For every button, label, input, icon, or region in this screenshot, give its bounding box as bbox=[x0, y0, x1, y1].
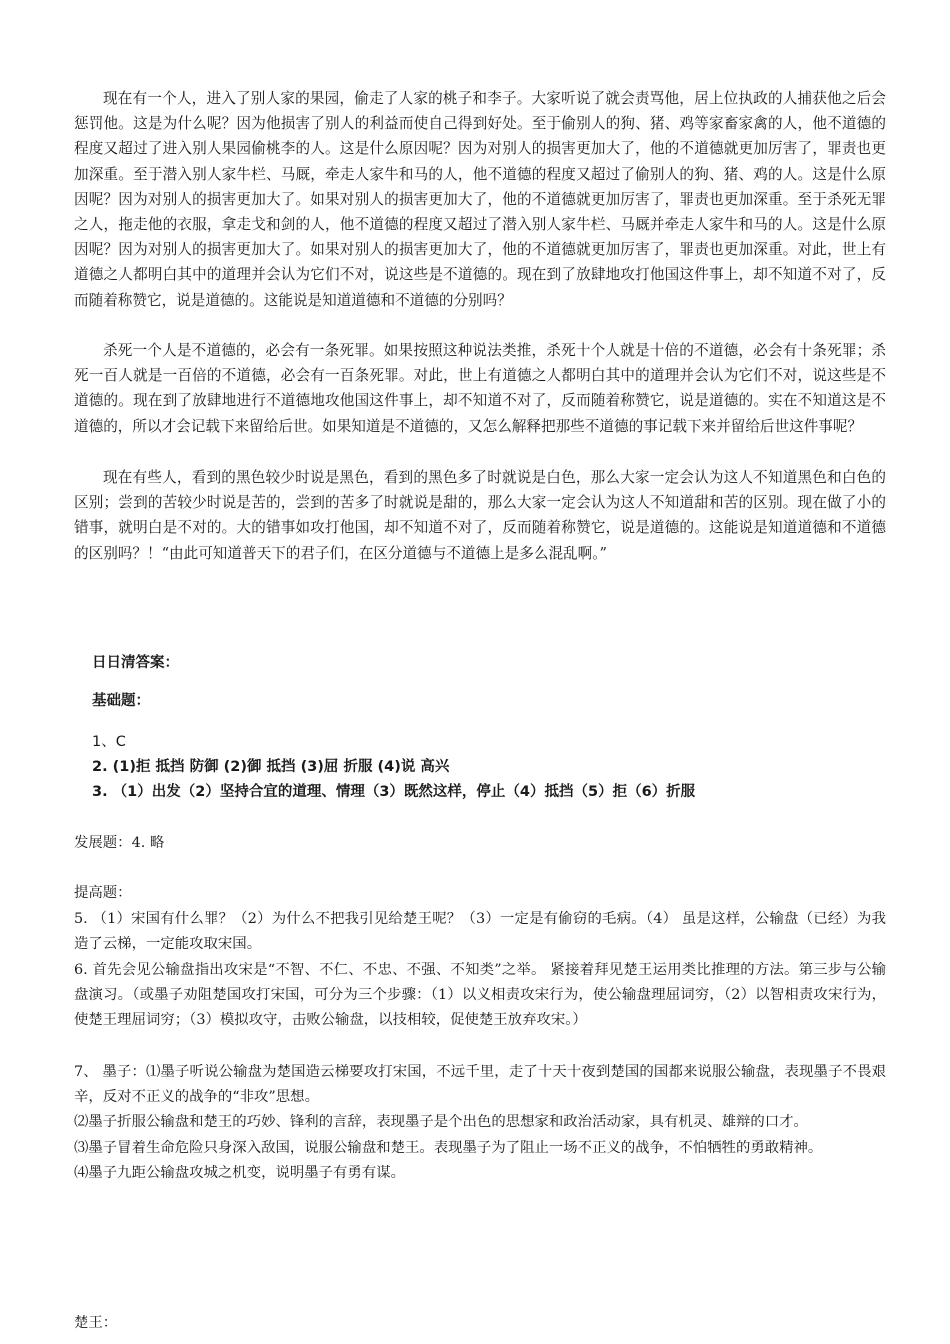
improve-section-title: 提高题： bbox=[74, 885, 132, 901]
improve-answer-6: 6. 首先会见公输盘指出攻宋是“不智、不仁、不忠、不强、不知类”之举。 紧接着拜见楚王运用类比推理的方法。第三步与公输盘演习。（或墨子劝阻楚国攻打宋国，可分为三个步骤：（1）以义相责攻宋行为，使公输盘理屈词穷，（2）以智相责攻宋行为，使楚王理屈词穷；（3）模拟攻守，击败公输盘，以技相较，促使楚王放弃攻宋。） bbox=[74, 962, 886, 1029]
improve-answer-7 bbox=[74, 1060, 886, 1186]
answer-7-point-3: ⑶墨子冒着生命危险只身深入敌国，说服公输盘和楚王。表现墨子为了阻止一场不正义的战争，不怕牺牲的勇敢精神。 bbox=[74, 1139, 823, 1156]
answer-7-point-4: ⑷墨子九距公输盘攻城之机变，说明墨子有勇有谋。 bbox=[74, 1164, 405, 1181]
chuwang-label: 楚王： bbox=[74, 1315, 118, 1331]
develop-answer: 发展题：4. 略 bbox=[74, 835, 165, 851]
answers-title: 日日清答案： bbox=[92, 655, 179, 671]
basic-answer-1: 1、C bbox=[92, 734, 126, 750]
improve-answer-5: 5. （1）宋国有什么罪？（2）为什么不把我引见给楚王呢？（3）一定是有偷窃的毛病。（4） 虽是这样，公输盘（已经）为我造了云梯，一定能攻取宋国。 bbox=[74, 911, 886, 953]
translation-paragraph-3: 现在有些人，看到的黑色较少时说是黑色，看到的黑色多了时就说是白色，那么大家一定会认为这人不知道黑色和白色的区别；尝到的苦较少时说是苦的，尝到的苦多了时就说是甜的，那么大家一定会认为这人不知道甜和苦的区别。现在做了小的错事，就明白是不对的。大的错事如攻打他国，却不知道不对了，反而随着称赞它，说是道德的。这能说是知道道德和不道德的区别吗？！“由此可知道普天下的君子们，在区分道德与不道德上是多么混乱啊。” bbox=[74, 469, 886, 562]
answer-7-point-2: ⑵墨子折服公输盘和楚王的巧妙、锋利的言辞，表现墨子是个出色的思想家和政治活动家，具有机灵、雄辩的口才。 bbox=[74, 1114, 808, 1131]
translation-paragraph-2: 杀死一个人是不道德的，必会有一条死罪。如果按照这种说法类推，杀死十个人就是十倍的不道德，必会有十条死罪；杀死一百人就是一百倍的不道德，必会有一百条死罪。对此，世上有道德之人都明白其中的道理并会认为它们不对，说这些是不道德的。现在到了放肆地进行不道德地攻他国这件事上，却不知道不对了，反而随着称赞它，说是道德的。实在不知道这是不道德的，所以才会记载下来留给后世。如果知道是不道德的，又怎么解释把那些不道德的事记载下来并留给后世这件事呢？ bbox=[74, 342, 886, 435]
basic-section-title: 基础题： bbox=[92, 693, 150, 709]
translation-paragraph-1: 现在有一个人，进入了别人家的果园，偷走了人家的桃子和李子。大家听说了就会责骂他，居上位执政的人捕获他之后会惩罚他。这是为什么呢？因为他损害了别人的利益而使自己得到好处。至于偷别人的狗、猪、鸡等家畜家禽的人，他不道德的程度又超过了进入别人果园偷桃李的人。这是什么原因呢？因为对别人的损害更加大了，他的不道德就更加厉害了，罪责也更加深重。至于潜入别人家牛栏、马厩，牵走人家牛和马的人，他不道德的程度又超过了偷别人的狗、猪、鸡的人。这是什么原因呢？因为对别人的损害更加大了。如果对别人的损害更加大了，他的不道德就更加厉害了，罪责也更加深重。至于杀死无罪之人，拖走他的衣服，拿走戈和剑的人，他不道德的程度又超过了潜入别人家牛栏、马厩并牵走人家牛和马的人。这是什么原因呢？因为对别人的损害更加大了。如果对别人的损害更加大了，他的不道德就更加厉害了，罪责也更加深重。对此，世上有道德之人都明白其中的道理并会认为它们不对，说这些是不道德的。现在到了放肆地攻打他国这件事上，却不知道不对了，反而随着称赞它，说是道德的。这能说是知道道德和不道德的分别吗？ bbox=[74, 90, 886, 309]
basic-answer-3: 3. （1）出发（2）坚持合宜的道理、情理（3）既然这样，停止（4）抵挡（5）拒（6）折服 bbox=[92, 784, 696, 800]
answer-7-point-1: 7、 墨子：⑴墨子听说公输盘为楚国造云梯要攻打宋国，不远千里，走了十天十夜到楚国的国都来说服公输盘，表现墨子不畏艰辛，反对不正义的战争的“非攻”思想。 bbox=[74, 1064, 886, 1106]
basic-answer-2: 2. (1)拒 抵挡 防御 (2)御 抵挡 (3)屈 折服 (4)说 高兴 bbox=[92, 759, 450, 775]
